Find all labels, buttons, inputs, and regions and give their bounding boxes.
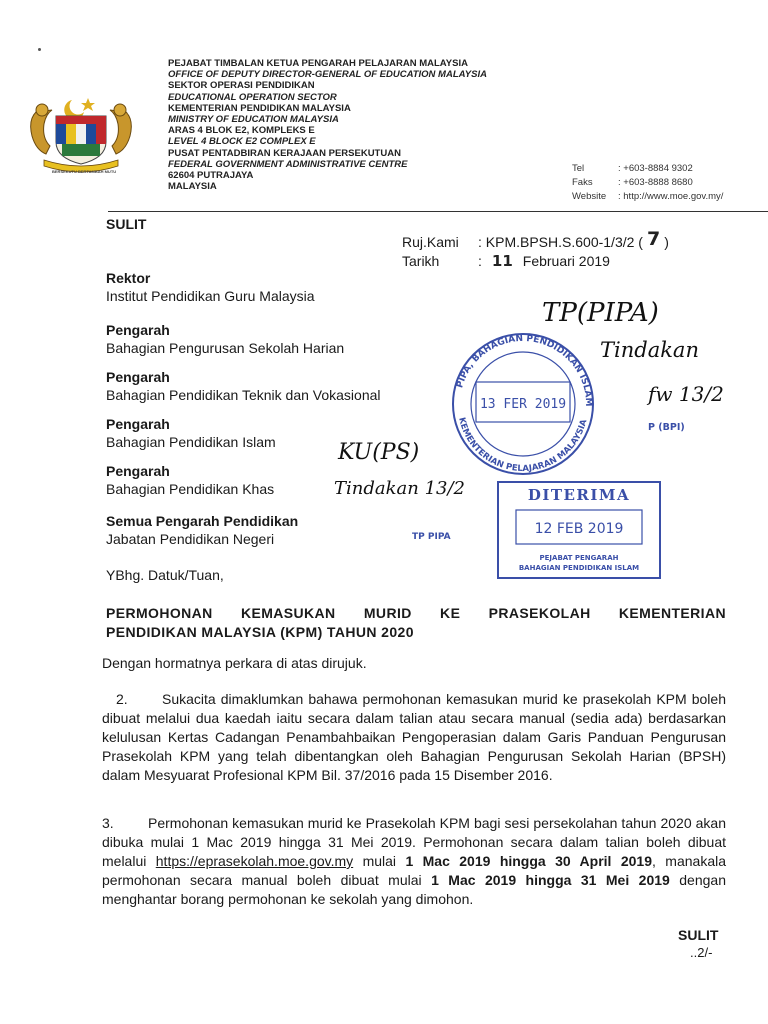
malaysia-coat-of-arms-icon — [22, 92, 140, 174]
scan-speck — [38, 48, 41, 51]
letterhead-line: EDUCATIONAL OPERATION SECTOR — [168, 91, 337, 103]
reference-date — [402, 252, 669, 271]
recipient-title: Pengarah — [106, 369, 170, 385]
intro-sentence: Dengan hormatnya perkara di atas dirujuk. — [102, 655, 367, 671]
letterhead-line: MALAYSIA — [168, 181, 217, 193]
recipient-org: Bahagian Pendidikan Islam — [106, 434, 276, 450]
letterhead-line: 62604 PUTRAJAYA — [168, 170, 254, 182]
letterhead-line: PEJABAT TIMBALAN KETUA PENGARAH PELAJARAN MALAYSIA — [168, 58, 468, 69]
stamp-received-date: 12 FEB 2019 — [534, 521, 624, 537]
contact-value: : http://www.moe.gov.my/ — [618, 191, 724, 202]
contact-value: : +603-8888 8680 — [618, 177, 693, 188]
stamp-ring-bottom: KEMENTERIAN PELAJARAN MALAYSIA — [456, 416, 590, 475]
letterhead-line: FEDERAL GOVERNMENT ADMINISTRATIVE CENTRE — [168, 158, 408, 170]
recipient-org: Jabatan Pendidikan Negeri — [106, 531, 275, 547]
manual-period: 1 Mac 2019 hingga 31 Mei 2019 — [431, 872, 670, 888]
letterhead-line: LEVEL 4 BLOCK E2 COMPLEX E — [168, 136, 316, 148]
recipient-block — [106, 321, 344, 357]
recipient-org: Bahagian Pendidikan Teknik dan Vokasional — [106, 387, 381, 403]
handwriting-ku-ps: KU(PS) — [338, 440, 420, 465]
contact-tel — [572, 162, 723, 176]
ruj-value: : KPM.BPSH.S.600-1/3/2 ( — [478, 234, 643, 250]
stamp-title: DITERIMA — [527, 486, 631, 504]
letterhead-line: OFFICE OF DEPUTY DIRECTOR-GENERAL OF EDUCATION MALAYSIA — [168, 69, 487, 81]
recipient-org: Institut Pendidikan Guru Malaysia — [106, 288, 315, 304]
recipient-block — [106, 368, 381, 404]
stamp-office-1: PEJABAT PENGARAH — [539, 554, 619, 562]
letterhead-line: ARAS 4 BLOK E2, KOMPLEKS E — [168, 125, 315, 137]
contact-label: Tel — [572, 163, 585, 174]
paragraph-text: , manakala permohonan secara manual boleh dibuat mulai — [102, 853, 726, 888]
contact-label: Faks — [572, 177, 593, 188]
paragraph-2 — [102, 690, 726, 785]
letterhead — [168, 58, 487, 192]
handwriting-tindakan: Tindakan — [600, 338, 699, 362]
recipient-org: Bahagian Pengurusan Sekolah Harian — [106, 340, 345, 356]
date-colon: : — [478, 253, 482, 269]
handwriting-tindakan-2: Tindakan 13/2 — [334, 478, 465, 499]
letterhead-line: KEMENTERIAN PENDIDIKAN MALAYSIA — [168, 102, 351, 114]
stamp-date: 13 FER 2019 — [479, 397, 567, 412]
letterhead-line: SEKTOR OPERASI PENDIDIKAN — [168, 80, 315, 92]
recipient-block — [106, 512, 298, 548]
eprasekolah-link[interactable]: https://eprasekolah.moe.gov.my — [155, 853, 354, 869]
stamp-ring-top: PIPA, BAHAGIAN PENDIDIKAN ISLAM — [455, 333, 594, 407]
stamp-ring-text-bottom — [456, 416, 589, 474]
received-stamp — [496, 480, 662, 580]
recipient-title: Rektor — [106, 270, 151, 286]
paragraph-text: Sukacita dimaklumkan bahawa permohonan kemasukan murid ke prasekolah KPM boleh dibuat melalui dua kaedah iaitu secara dalam talian atau secara manual (sedia ada) berdasarkan kelulusan Kertas Cadangan Penambahbaikan Pengoperasian dalam Garis Panduan Pengurusan Prasekolah KPM yang telah dibentangkan oleh Bahagian Pengurusan Sekolah Harian (BPSH) dalam Mesyuarat Profesional KPM Bil. 37/2016 pada 15 Disember 2016. — [102, 691, 726, 783]
crest-motto: BERSEKUTU BERTAMBAH MUTU — [52, 169, 117, 174]
contact-label: Website — [572, 191, 607, 202]
handwriting-tp-pipa: TP(PIPA) — [542, 298, 659, 328]
recipient-title: Pengarah — [106, 416, 170, 432]
contact-website — [572, 190, 723, 204]
date-rest: Februari 2019 — [522, 253, 610, 269]
letterhead-line: MINISTRY OF EDUCATION MALAYSIA — [168, 114, 339, 126]
recipient-title: Semua Pengarah Pendidikan — [106, 513, 299, 529]
reference-number — [402, 228, 669, 252]
paragraph-text: mulai — [353, 853, 406, 869]
date-label: Tarikh — [402, 253, 440, 269]
pbpi-stamp: P (BPI) — [648, 422, 685, 433]
salutation: YBhg. Datuk/Tuan, — [106, 567, 224, 583]
letterhead-line: PUSAT PENTADBIRAN KERAJAAN PERSEKUTUAN — [168, 147, 401, 159]
subject-line-1: PERMOHONAN KEMASUKAN MURID KE PRASEKOLAH KEMENTERIAN — [106, 605, 726, 621]
recipient-block — [106, 269, 315, 305]
recipient-org: Bahagian Pendidikan Khas — [106, 481, 275, 497]
recipient-title: Pengarah — [106, 463, 170, 479]
paragraph-3 — [102, 814, 726, 909]
ruj-handwritten-number: 7 — [646, 228, 661, 250]
classification-top: SULIT — [106, 216, 147, 232]
recipient-block — [106, 462, 274, 498]
contact-value: : +603-8884 9302 — [618, 163, 693, 174]
round-office-stamp — [438, 326, 608, 476]
ruj-label: Ruj.Kami — [402, 234, 459, 250]
contact-info — [572, 162, 723, 204]
tppipa-stamp: TP PIPA — [412, 532, 451, 542]
next-page-marker: ..2/- — [690, 945, 713, 960]
handwriting-initials: fw 13/2 — [648, 382, 724, 406]
recipient-title: Pengarah — [106, 322, 170, 338]
online-period: 1 Mac 2019 hingga 30 April 2019 — [405, 853, 652, 869]
header-divider — [108, 211, 768, 212]
letter-subject — [106, 604, 726, 642]
subject-line-2: PENDIDIKAN MALAYSIA (KPM) TAHUN 2020 — [106, 624, 414, 640]
paragraph-text: dengan menghantar borang permohonan ke sekolah yang dimohon. — [102, 872, 726, 907]
reference-block — [402, 228, 669, 271]
ruj-close: ) — [664, 234, 669, 250]
date-handwritten-day: 11 — [491, 252, 513, 270]
classification-bottom: SULIT — [678, 927, 719, 943]
paragraph-text: Permohonan kemasukan murid ke Prasekolah KPM bagi sesi persekolahan tahun 2020 akan dibuka mulai 1 Mac 2019 hingga 31 Mei 2019. Permohonan secara dalam talian boleh dibuat melalui — [102, 815, 726, 869]
contact-fax — [572, 176, 723, 190]
paragraph-number: 2. — [116, 691, 128, 707]
paragraph-number: 3. — [102, 815, 114, 831]
recipient-block — [106, 415, 276, 451]
stamp-office-2: BAHAGIAN PENDIDIKAN ISLAM — [518, 564, 640, 572]
